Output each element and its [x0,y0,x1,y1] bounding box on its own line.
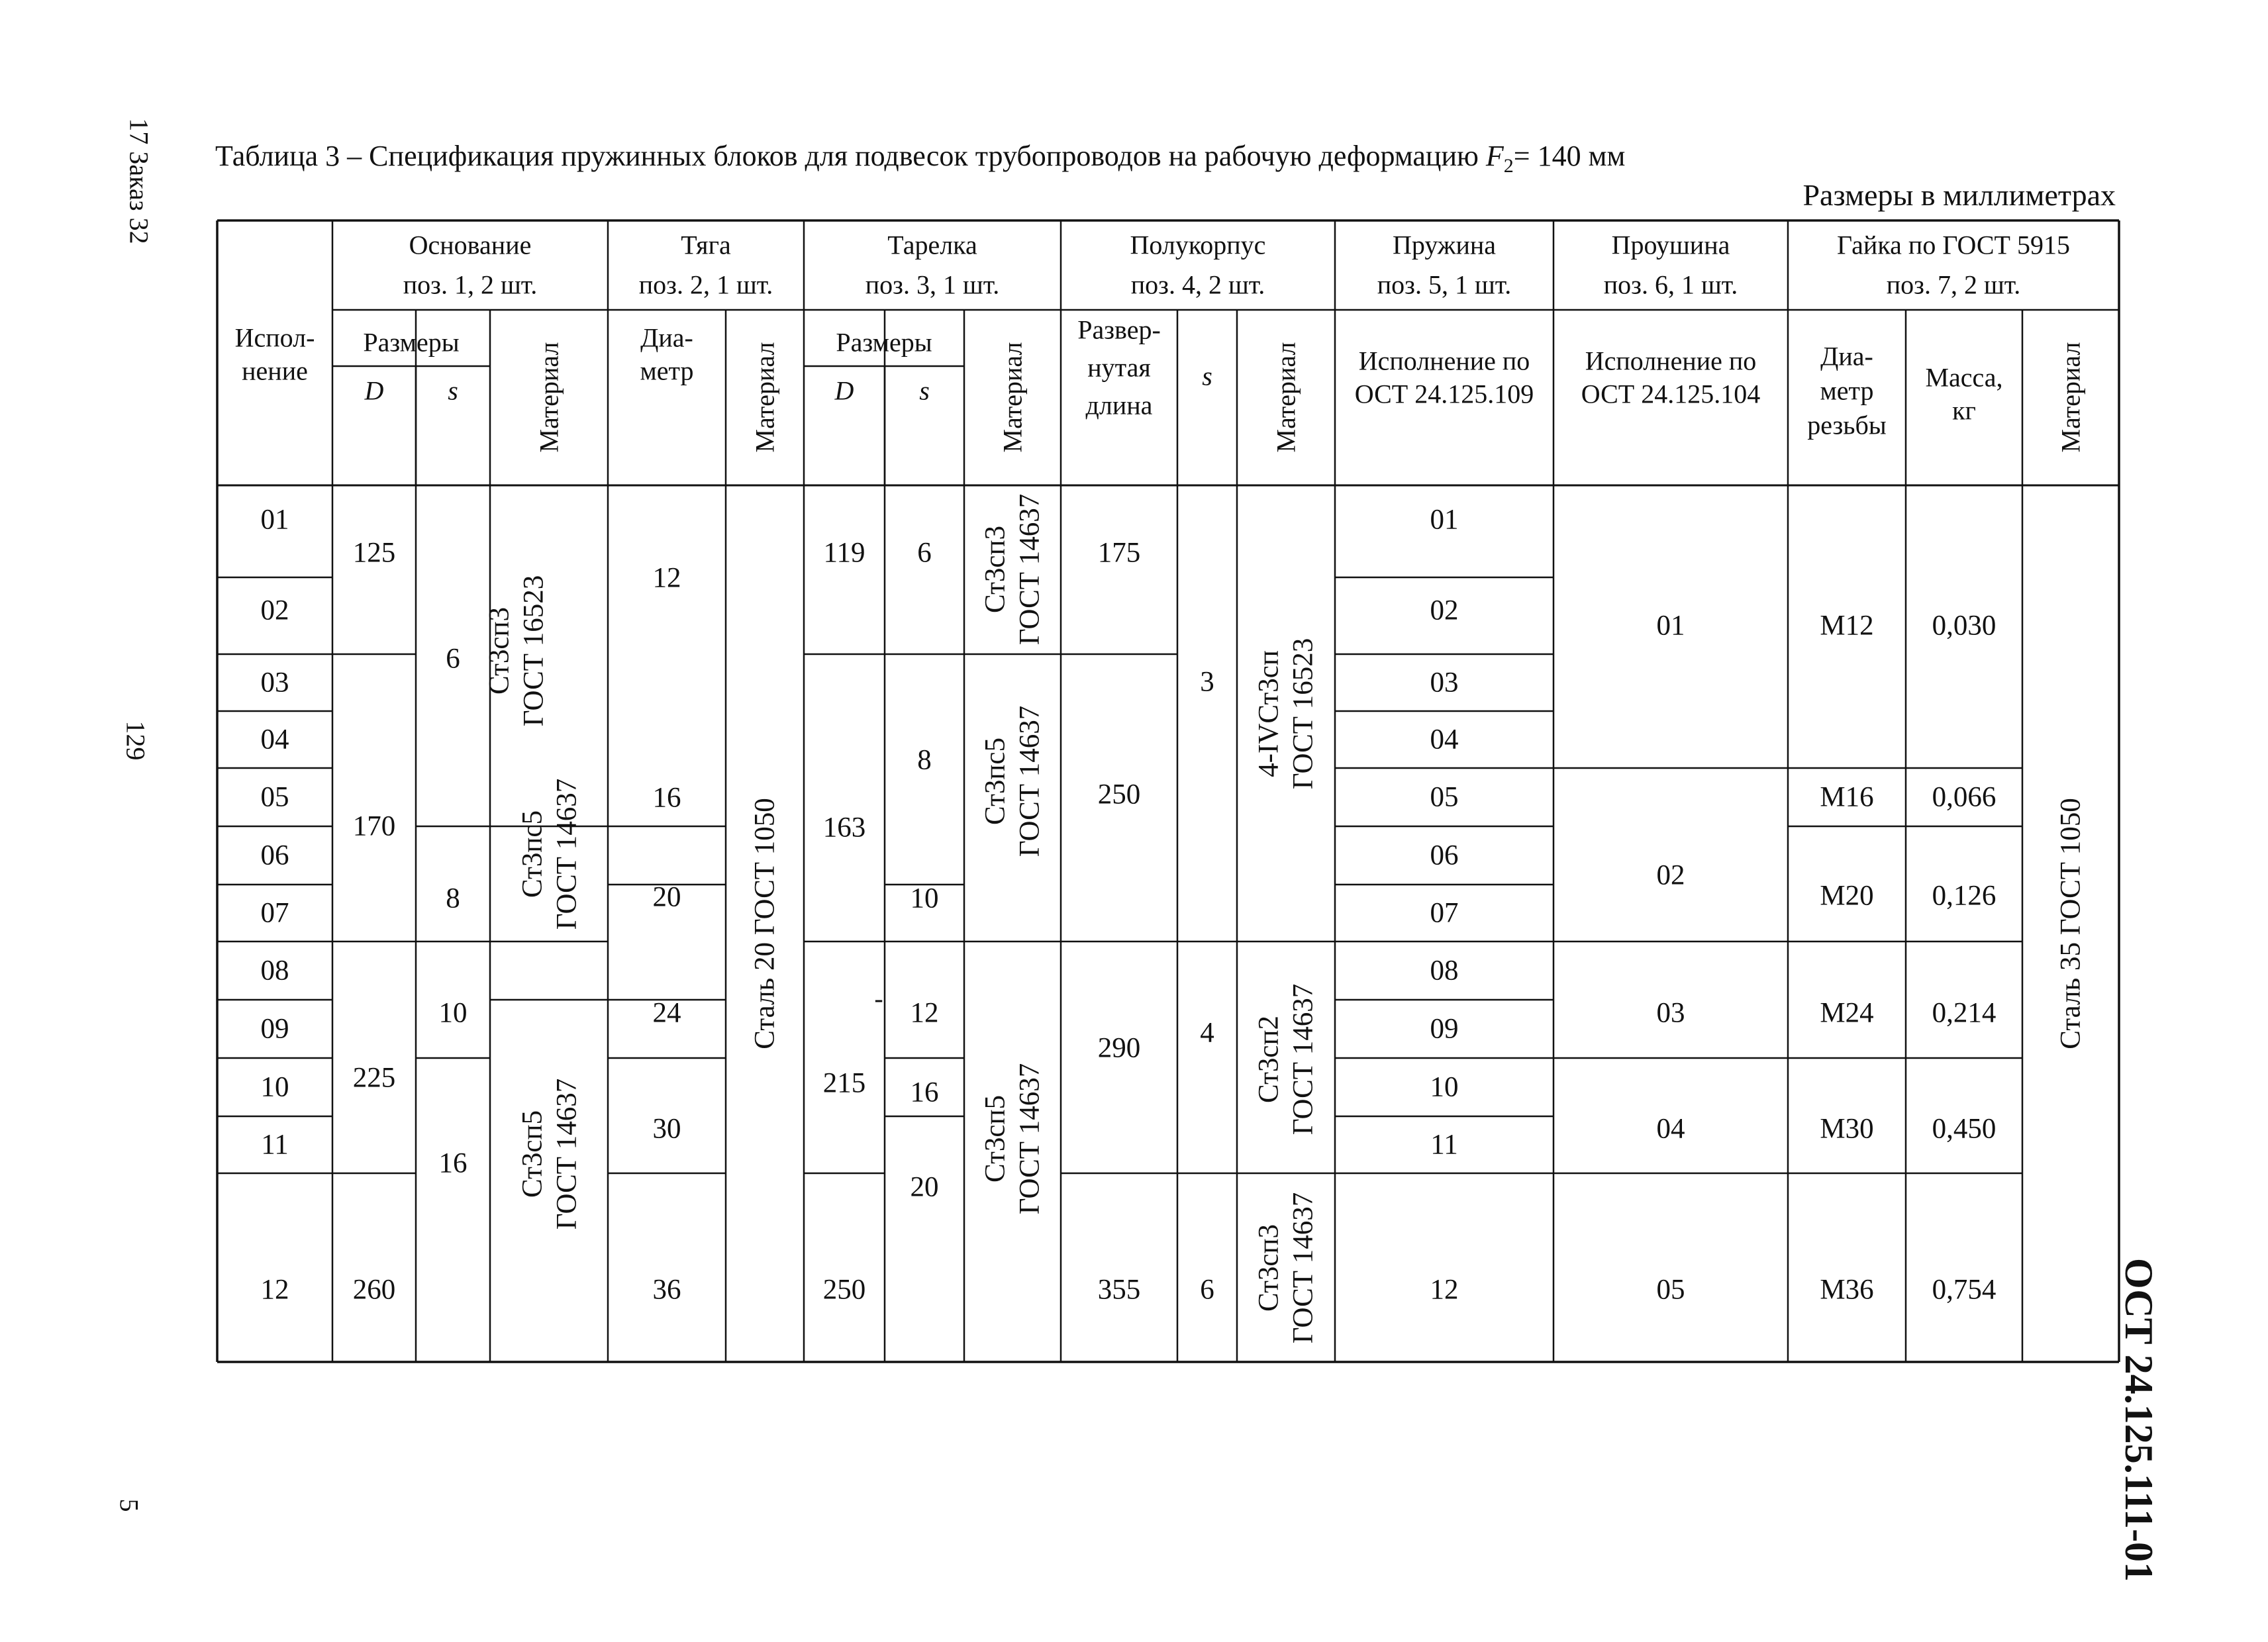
page-number: 5 [114,1498,144,1512]
header-s: s [1202,361,1212,391]
cell-tar-D: 250 [822,1274,866,1306]
cell-ispolnenie: 11 [261,1129,289,1161]
cell-tar-material: ГОСТ 14637 [1014,705,1046,857]
header-massa: Масса, [1925,362,2003,393]
cell-pruzhina: 03 [1430,667,1459,699]
header-tyaga-pos: поз. 2, 1 шт. [638,269,773,300]
header-razmery: Размеры [836,327,932,358]
cell-ispolnenie: 08 [260,955,289,987]
cell-osn-material: Ст3пс5 [517,810,548,898]
cell-osn-material: ГОСТ 14637 [551,1078,583,1230]
cell-tar-D: 163 [822,812,866,844]
cell-osn-material: Ст3сп3 [483,606,515,695]
cell-gaika-mass: 0,450 [1932,1113,1997,1145]
order-note: 17 Заказ 32 [124,118,154,244]
cell-osn-material: Ст3сп5 [517,1110,548,1198]
header-diametr: Диа- [640,322,693,353]
header-polukorpus-pos: поз. 4, 2 шт. [1130,269,1265,300]
header-ispolnenie: Испол- [234,322,315,353]
header-material: Материал [2055,342,2086,453]
cell-pruzhina: 01 [1430,504,1459,536]
cell-tar-dash: - [874,983,883,1014]
header-material: Материал [534,342,564,453]
cell-tar-s: 20 [910,1171,939,1203]
cell-pruzhina: 07 [1430,897,1459,929]
cell-tar-material: Ст3сп5 [979,1094,1011,1183]
header-D: D [364,375,384,406]
cell-tar-D: 215 [822,1067,866,1099]
header-material: Материал [750,342,780,453]
cell-pk-s: 3 [1200,666,1214,698]
header-s: s [919,375,930,406]
cell-pk-material: Ст3сп2 [1253,1015,1285,1104]
cell-gaika-mass: 0,754 [1932,1274,1997,1306]
cell-pruzhina: 09 [1430,1013,1459,1045]
cell-proushina: 04 [1656,1113,1685,1145]
header-isp-109: Исполнение по [1358,346,1530,376]
header-razvernutaya: Развер- [1077,314,1161,345]
cell-osn-D: 170 [352,810,396,842]
cell-gaika-mass: 0,214 [1932,997,1997,1029]
cell-pk-material: 4-IVСт3сп [1253,650,1285,777]
cell-gaika-diam: М12 [1820,610,1874,642]
header-gaika-pos: поз. 7, 2 шт. [1886,269,2021,300]
cell-pk-length: 355 [1097,1274,1141,1306]
cell-gaika-mass: 0,030 [1932,610,1997,642]
cell-tar-material: ГОСТ 14637 [1014,1063,1046,1215]
cell-ispolnenie: 02 [260,595,289,626]
cell-osn-s: 16 [438,1147,468,1179]
header-razvernutaya: длина [1085,390,1153,420]
header-razvernutaya: нутая [1087,352,1151,383]
header-material: Материал [997,342,1028,453]
cell-proushina: 01 [1656,610,1685,642]
header-diametr-rezby: метр [1820,375,1874,406]
cell-tyaga-diam: 12 [652,562,681,594]
cell-osn-D: 225 [352,1062,396,1094]
cell-osn-D: 125 [352,537,396,569]
header-s: s [448,375,458,406]
cell-osn-material: ГОСТ 16523 [518,575,550,727]
cell-osn-s: 6 [446,643,460,675]
cell-osn-material: ГОСТ 14637 [551,778,583,930]
cell-tyaga-diam: 24 [652,997,681,1029]
cell-pk-length: 290 [1097,1032,1141,1064]
header-osnovanie-pos: поз. 1, 2 шт. [403,269,538,300]
cell-gaika-mass: 0,066 [1932,781,1997,813]
cell-pruzhina: 10 [1430,1071,1459,1103]
cell-pk-material: ГОСТ 14637 [1287,1192,1319,1344]
header-massa: кг [1952,395,1976,426]
cell-gaika-diam: М30 [1820,1113,1874,1145]
header-tarelka-title: Тарелка [887,230,977,260]
header-polukorpus-title: Полукорпус [1130,230,1266,260]
table-title: Таблица 3 – Спецификация пружинных блоков для подвесок трубопроводов на рабочую деформацию $F_2= 140$ мм [215,140,1626,177]
header-D: D [834,375,854,406]
header-gaika-title: Гайка по ГОСТ 5915 [1837,230,2070,260]
cell-pruzhina: 04 [1430,724,1459,755]
cell-tar-s: 6 [917,537,932,569]
cell-pruzhina: 12 [1430,1274,1459,1306]
cell-proushina: 05 [1656,1274,1685,1306]
header-isp-104: Исполнение по [1585,346,1757,376]
cell-ispolnenie: 10 [260,1071,289,1103]
cell-ispolnenie: 07 [260,897,289,929]
cell-proushina: 03 [1656,997,1685,1029]
header-ispolnenie: нение [242,356,308,386]
cell-pruzhina: 06 [1430,840,1459,871]
header-osnovanie-title: Основание [409,230,532,260]
cell-tyaga-diam: 20 [652,881,681,913]
cell-tar-s: 10 [910,883,939,914]
cell-pk-length: 175 [1097,537,1141,569]
header-isp-109: ОСТ 24.125.109 [1354,379,1534,409]
cell-ispolnenie: 09 [260,1013,289,1045]
cell-gaika-diam: М36 [1820,1274,1874,1306]
cell-ispolnenie: 03 [260,667,289,699]
cell-pruzhina: 08 [1430,955,1459,987]
cell-ispolnenie: 04 [260,724,289,755]
cell-tar-D: 119 [823,537,865,569]
cell-gaika-mass: 0,126 [1932,880,1997,912]
header-diametr-rezby: резьбы [1807,410,1887,440]
cell-pk-material: ГОСТ 16523 [1287,638,1319,790]
cell-tyaga-material: Сталь 20 ГОСТ 1050 [749,798,781,1049]
cell-gaika-diam: М16 [1820,781,1874,813]
header-tarelka-pos: поз. 3, 1 шт. [865,269,1000,300]
cell-tyaga-diam: 30 [652,1113,681,1145]
header-diametr-rezby: Диа- [1820,341,1873,371]
cell-tar-material: ГОСТ 14637 [1014,493,1046,646]
cell-ispolnenie: 01 [260,504,289,536]
cell-tar-s: 16 [910,1077,939,1108]
cell-osn-s: 10 [438,997,468,1029]
header-isp-104: ОСТ 24.125.104 [1581,379,1761,409]
header-proushina-title: Проушина [1611,230,1730,260]
cell-pk-length: 250 [1097,779,1141,810]
cell-gaika-material: Сталь 35 ГОСТ 1050 [2055,798,2087,1049]
cell-pruzhina: 05 [1430,781,1459,813]
header-pruzhina-pos: поз. 5, 1 шт. [1377,269,1512,300]
cell-tar-s: 12 [910,997,939,1029]
cell-osn-s: 8 [446,883,460,914]
cell-pk-s: 4 [1200,1017,1214,1049]
cell-tar-material: Ст3сп3 [979,525,1011,614]
cell-pk-s: 6 [1200,1274,1214,1306]
cell-tar-s: 8 [917,744,932,776]
cell-gaika-diam: М20 [1820,880,1874,912]
units-note: Размеры в миллиметрах [1802,178,2116,212]
cell-tyaga-diam: 16 [652,782,681,814]
cell-ispolnenie: 12 [260,1274,289,1306]
header-pruzhina-title: Пружина [1392,230,1497,260]
cell-pruzhina: 02 [1430,595,1459,626]
cell-ispolnenie: 06 [260,840,289,871]
cell-osn-D: 260 [352,1274,396,1306]
header-material: Материал [1271,342,1301,453]
cell-pk-material: Ст3сп3 [1253,1224,1285,1312]
journal-page-number: 129 [121,720,151,761]
header-proushina-pos: поз. 6, 1 шт. [1603,269,1738,300]
header-tyaga-title: Тяга [681,230,731,260]
document-code: ОСТ 24.125.111-01 [2117,1257,2161,1582]
cell-ispolnenie: 05 [260,781,289,813]
header-diametr: метр [640,356,694,386]
cell-tyaga-diam: 36 [652,1274,681,1306]
cell-pruzhina: 11 [1430,1129,1458,1161]
cell-gaika-diam: М24 [1820,997,1874,1029]
header-razmery: Размеры [363,327,460,358]
cell-tar-material: Ст3пс5 [979,737,1011,826]
cell-proushina: 02 [1656,859,1685,891]
cell-pk-material: ГОСТ 14637 [1287,983,1319,1135]
